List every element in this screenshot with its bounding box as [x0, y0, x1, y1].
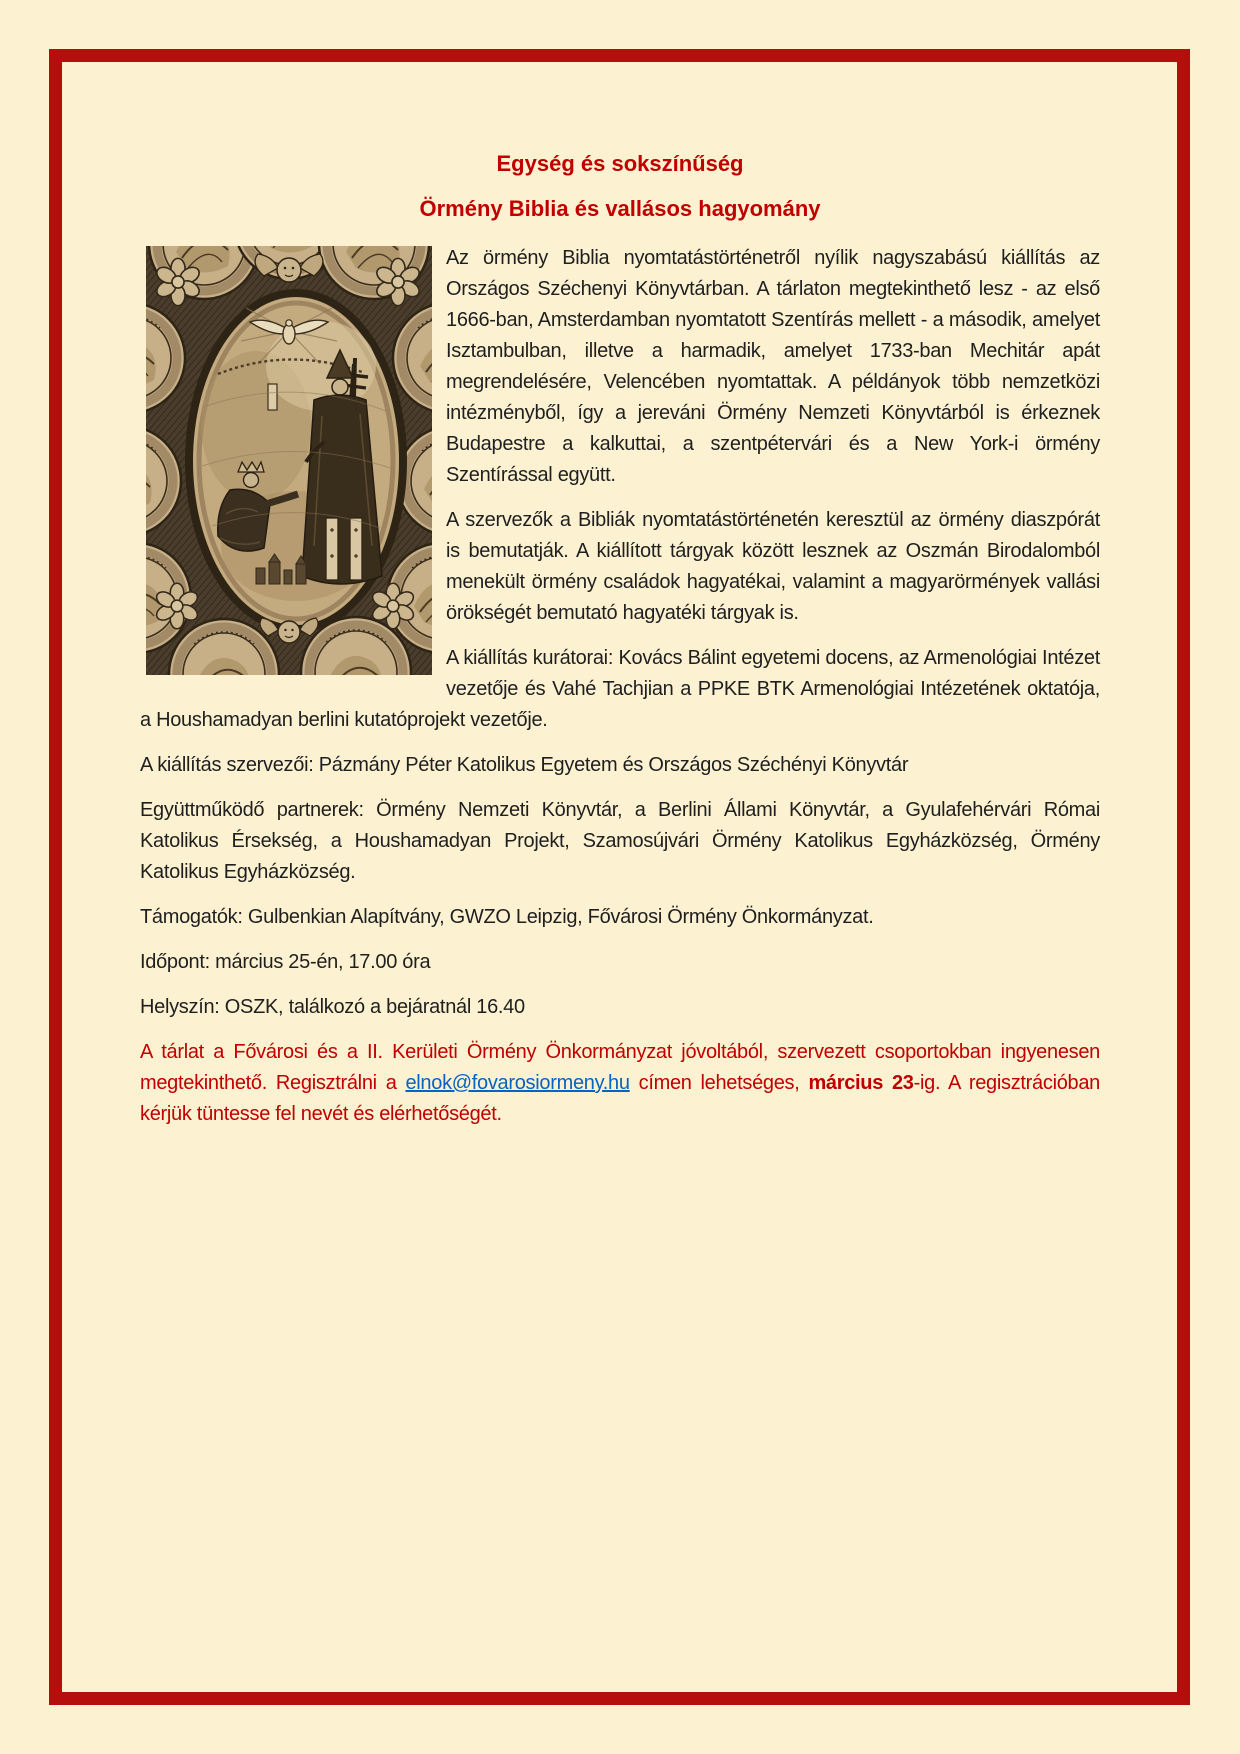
exhibition-engraving-image	[146, 246, 432, 675]
registration-email-link[interactable]: elnok@fovarosiormeny.hu	[405, 1072, 630, 1094]
page-subtitle: Örmény Biblia és vallásos hagyomány	[419, 196, 821, 221]
registration-note-middle: címen lehetséges,	[629, 1072, 809, 1094]
candle	[268, 384, 277, 410]
page-title: Egység és sokszínűség	[496, 151, 744, 176]
paragraph-location: Helyszín: OSZK, találkozó a bejáratnál 16.40	[140, 996, 525, 1018]
paragraph-date: Időpont: március 25-én, 17.00 óra	[140, 951, 431, 973]
paragraph-exhibition-intro: Az örmény Biblia nyomtatástörténetről nyílik nagyszabású kiállítás az Országos Széchenyi Könyvtárban. A tárlaton megtekinthető lesz - az első 1666-ban, Amsterdamban nyomtatott Szentírás mellett - a második, amelyet Isztambulban, illetve a harmadik, amelyet 1733-ban Mechitár apát megrendelésére, Velencében nyomtattak. A példányok több nemzetközi intézményből, így a jereváni Örmény Nemzeti Könyvtárból is érkeznek Budapestre a kalkuttai, a szentpétervári és a New York-i örmény Szentírással együtt.	[446, 247, 1100, 486]
registration-note-start: A tárlat a Fővárosi és a II. Kerületi Örmény Önkormányzat jóvoltából, szervezett csoportokban ingyenesen megtekinthető. Regisztrálni a	[140, 1041, 1100, 1094]
registration-note-end: -ig. A regisztrációban kérjük tüntesse fel nevét és elérhetőségét.	[140, 1072, 1101, 1125]
engraving-graphic	[146, 246, 432, 675]
paragraph-partners: Együttműködő partnerek: Örmény Nemzeti Könyvtár, a Berlini Állami Könyvtár, a Gyulafehérvári Római Katolikus Érsekség, a Houshamadyan Projekt, Szamosújvári Örmény Katolikus Egyházközség, Örmény Katolikus Egyházközség.	[140, 799, 1100, 883]
paragraph-organizers: A kiállítás szervezői: Pázmány Péter Katolikus Egyetem és Országos Széchényi Könyvtár	[140, 754, 909, 776]
paragraph-supporters: Támogatók: Gulbenkian Alapítvány, GWZO Leipzig, Fővárosi Örmény Önkormányzat.	[140, 906, 874, 928]
registration-note	[140, 1037, 1100, 1130]
page-content	[140, 150, 1100, 1144]
registration-deadline: március 23	[808, 1072, 914, 1094]
paragraph-diaspora: A szervezők a Bibliák nyomtatástörténetén keresztül az örmény diaszpórát is bemutatják. A kiállított tárgyak között lesznek az Oszmán Birodalomból menekült örmény családok hagyatékai, valamint a magyarörmények vallási örökségét bemutató hagyatéki tárgyak is.	[446, 509, 1100, 624]
paragraph-curators: A kiállítás kurátorai: Kovács Bálint egyetemi docens, az Armenológiai Intézet vezetője és Vahé Tachjian a PPKE BTK Armenológiai Intézetének oktatója, a Houshamadyan berlini kutatóprojekt vezetője.	[140, 647, 1100, 731]
central-oval-scene	[185, 289, 407, 633]
